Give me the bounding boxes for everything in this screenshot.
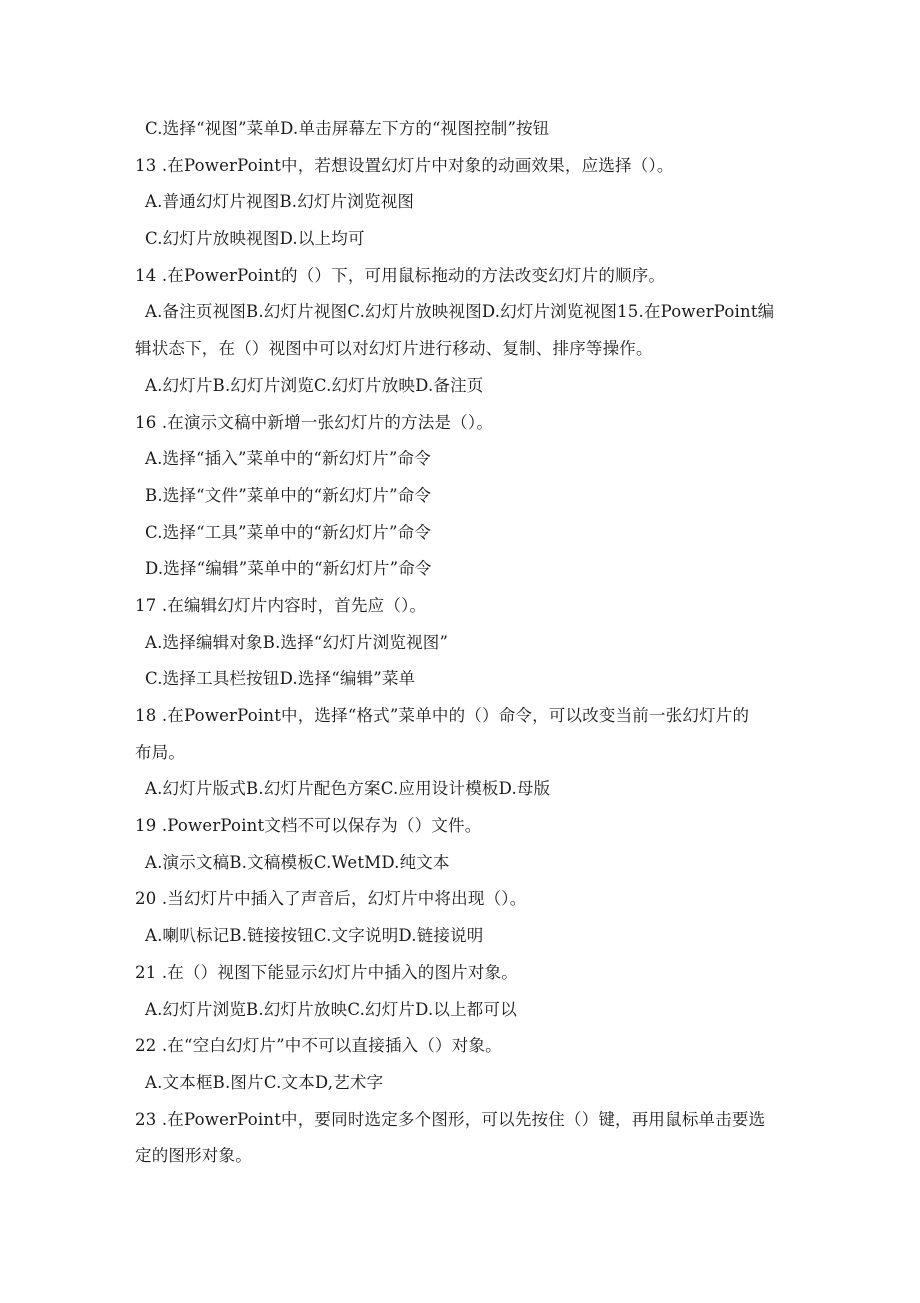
document-body [0, 111, 920, 1175]
option-line: A.普通幻灯片视图B.幻灯片浏览视图 [145, 192, 415, 212]
option-line: A.幻灯片B.幻灯片浏览C.幻灯片放映D.备注页 [145, 375, 484, 395]
question-21: 21 .在（）视图下能显示幻灯片中插入的图片对象。 [135, 962, 518, 982]
question-23-continuation: 定的图形对象。 [135, 1146, 252, 1166]
option-line: A.备注页视图B.幻灯片视图C.幻灯片放映视图D.幻灯片浏览视图15.在PowerPoint编 [145, 302, 775, 322]
option-line: C.幻灯片放映视图D.以上均可 [145, 229, 365, 249]
option-line: C.选择“视图”菜单D.单击屏幕左下方的“视图控制”按钮 [145, 119, 550, 138]
question-22: 22 .在“空白幻灯片”中不可以直接插入（）对象。 [135, 1036, 502, 1056]
option-line: C.选择“工具”菜单中的“新幻灯片”命令 [145, 522, 432, 542]
question-13: 13 .在PowerPoint中，若想设置幻灯片中对象的动画效果，应选择（）。 [135, 155, 674, 175]
option-line: A.演示文稿B.文稿模板C.WetMD.纯文本 [145, 852, 450, 872]
option-line: A.喇叭标记B.链接按钮C.文字说明D.链接说明 [145, 926, 484, 946]
option-line: B.选择“文件”菜单中的“新幻灯片”命令 [145, 485, 432, 505]
question-17: 17 .在编辑幻灯片内容时，首先应（）。 [135, 595, 427, 615]
question-19: 19 .PowerPoint文档不可以保存为（）文件。 [135, 816, 482, 836]
option-line: C.选择工具栏按钮D.选择“编辑”菜单 [145, 669, 416, 689]
option-line: A.幻灯片浏览B.幻灯片放映C.幻灯片D.以上都可以 [145, 999, 517, 1019]
question-18: 18 .在PowerPoint中，选择“格式”菜单中的（）命令，可以改变当前一张幻灯片的 [135, 706, 750, 725]
option-line: A.选择“插入”菜单中的“新幻灯片”命令 [145, 449, 431, 469]
question-15-continuation: 辑状态下，在（）视图中可以对幻灯片进行移动、复制、排序等操作。 [135, 339, 653, 359]
question-16: 16 .在演示文稿中新增一张幻灯片的方法是（）。 [135, 412, 494, 432]
question-14: 14 .在PowerPoint的（）下，可用鼠标拖动的方法改变幻灯片的顺序。 [135, 265, 666, 285]
question-23: 23 .在PowerPoint中，要同时选定多个图形，可以先按住（）键，再用鼠标单击要选 [135, 1109, 766, 1129]
question-20: 20 .当幻灯片中插入了声音后，幻灯片中将出现（）。 [135, 889, 527, 909]
option-line: D.选择“编辑”菜单中的“新幻灯片”命令 [145, 559, 432, 579]
option-line: A.幻灯片版式B.幻灯片配色方案C.应用设计模板D.母版 [145, 779, 551, 799]
option-line: A.选择编辑对象B.选择“幻灯片浏览视图” [145, 632, 449, 652]
option-line: A.文本框B.图片C.文本D,艺术字 [145, 1072, 384, 1092]
question-18-continuation: 布局。 [135, 742, 186, 762]
